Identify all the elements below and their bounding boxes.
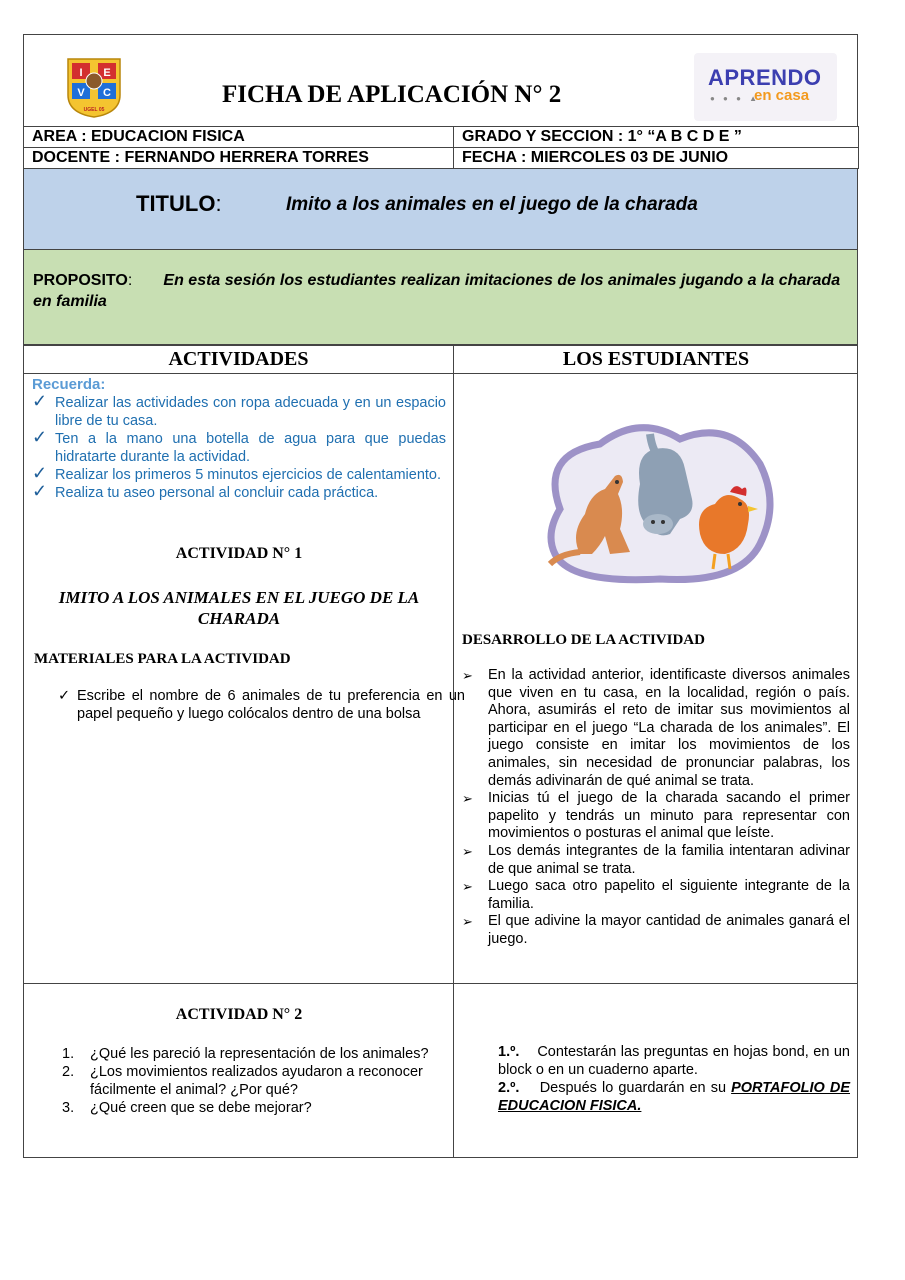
step-item <box>476 1043 850 1079</box>
worksheet <box>23 34 858 1158</box>
step-number: 1.º. <box>498 1044 520 1060</box>
question-number: 2. <box>62 1064 75 1080</box>
purpose-paragraph: PROPOSITO: En esta sesión los estudiantes realizan imitaciones de los animales jugando a la charada en familia <box>33 272 841 310</box>
reminder-title: Recuerda: <box>32 376 106 393</box>
activities-cell <box>24 373 465 983</box>
purpose-text: En esta sesión los estudiantes realizan imitaciones de los animales jugando a la charada en familia <box>33 272 841 310</box>
logo-line-1: APRENDO <box>708 65 822 90</box>
docente-cell: DOCENTE : FERNANDO HERRERA TORRES <box>24 148 454 169</box>
development-text: Luego saca otro papelito el siguiente integrante de la familia. <box>488 878 850 912</box>
crest-letter-i: I <box>79 67 83 79</box>
step-number: 2.º. <box>498 1080 520 1096</box>
reminder-text: Realiza tu aseo personal al concluir cada práctica. <box>55 485 379 501</box>
development-text: Inicias tú el juego de la charada sacando el primer papelito y tendrás un minuto para representar con movimientos o posturas el animal que leíste. <box>488 790 850 842</box>
arrow-bullet-icon: ➢ <box>462 843 473 859</box>
development-title: DESARROLLO DE LA ACTIVIDAD <box>462 632 705 648</box>
activity-2-title: ACTIVIDAD N° 2 <box>175 1006 303 1023</box>
reminder-item <box>32 463 446 484</box>
reminder-text: Realizar los primeros 5 minutos ejercicios de calentamiento. <box>55 467 442 483</box>
development-item <box>462 913 850 948</box>
title-band <box>23 169 858 250</box>
arrow-bullet-icon: ➢ <box>462 914 473 930</box>
crest-letter-c: C <box>103 87 111 99</box>
crest-letter-v: V <box>77 87 85 99</box>
question-text: ¿Qué les pareció la representación de los animales? <box>90 1046 429 1062</box>
arrow-bullet-icon: ➢ <box>462 879 473 895</box>
development-text: Los demás integrantes de la familia intentaran adivinar de que animal se trata. <box>488 842 850 877</box>
development-item <box>462 843 850 878</box>
question-item <box>62 1045 446 1063</box>
step-text: Contestarán las preguntas en hojas bond, en un block o en un cuaderno aparte. <box>498 1044 850 1078</box>
materials-text: Escribe el nombre de 6 animales de tu preferencia en un papel pequeño y luego colócalos dentro de una bolsa <box>77 688 465 722</box>
students-cell <box>454 373 858 983</box>
reminder-item <box>32 427 446 466</box>
development-list <box>462 667 850 949</box>
check-icon: ✓ <box>58 688 71 704</box>
reminder-item <box>32 481 446 502</box>
check-icon: ✓ <box>32 427 48 447</box>
arrow-bullet-icon: ➢ <box>462 668 473 683</box>
materials-title: MATERIALES PARA LA ACTIVIDAD <box>34 651 291 667</box>
area-cell: AREA : EDUCACION FISICA <box>24 127 454 148</box>
reminder-text: Ten a la mano una botella de agua para que puedas hidratarte durante la actividad. <box>55 431 446 465</box>
crest-caption: UGEL 05 <box>83 107 105 113</box>
document-title: FICHA DE APLICACIÓN N° 2 <box>222 81 562 108</box>
title-label: TITULO: <box>136 191 222 216</box>
activities-grid <box>23 345 858 1158</box>
question-number: 3. <box>62 1100 75 1116</box>
arrow-bullet-icon: ➢ <box>462 791 473 807</box>
materials-item <box>58 687 465 723</box>
aprendo-en-casa-logo <box>694 53 837 121</box>
logo-line-2: en casa <box>754 87 810 104</box>
check-icon: ✓ <box>32 463 48 483</box>
worksheet-header <box>23 34 858 126</box>
purpose-label: PROPOSITO <box>33 272 128 289</box>
activity-1-title: ACTIVIDAD N° 1 <box>175 545 303 562</box>
development-text: El que adivine la mayor cantidad de animales ganará el juego. <box>488 913 850 947</box>
grado-cell: GRADO Y SECCION : 1° “A B C D E ” <box>454 127 859 148</box>
info-table <box>23 126 859 169</box>
reminder-text: Realizar las actividades con ropa adecuada y en un espacio libre de tu casa. <box>55 395 446 429</box>
activity-2-instructions-cell <box>454 983 858 1157</box>
column-header-activities: ACTIVIDADES <box>24 345 454 373</box>
purpose-band <box>23 250 858 345</box>
fecha-cell: FECHA : MIERCOLES 03 DE JUNIO <box>454 148 859 169</box>
question-text: ¿Qué creen que se debe mejorar? <box>90 1100 312 1116</box>
activity-2-cell <box>24 983 454 1157</box>
title-label-text: TITULO <box>136 191 216 216</box>
check-icon: ✓ <box>32 391 48 411</box>
question-number: 1. <box>62 1046 75 1062</box>
animals-illustration <box>530 414 777 584</box>
title-text: Imito a los animales en el juego de la charada <box>286 194 698 215</box>
question-item <box>62 1063 446 1099</box>
question-text: ¿Los movimientos realizados ayudaron a reconocer fácilmente el animal? ¿Por qué? <box>90 1064 423 1098</box>
reminder-item <box>32 391 446 430</box>
logo-dots-icon: ● ● ● ▲ <box>710 94 761 103</box>
step-item <box>476 1079 850 1115</box>
steps-list <box>476 1043 850 1115</box>
development-item <box>462 667 850 790</box>
column-header-students: LOS ESTUDIANTES <box>454 345 858 373</box>
question-item <box>62 1099 446 1117</box>
portfolio-emphasis: PORTAFOLIO DE EDUCACION FISICA. <box>498 1080 851 1114</box>
crest-letter-e: E <box>103 67 111 79</box>
activity-1-subtitle: IMITO A LOS ANIMALES EN EL JUEGO DE LA CHARADA <box>58 588 420 628</box>
school-crest-logo <box>64 55 124 119</box>
development-item <box>462 878 850 913</box>
step-text: Después lo guardarán en su <box>539 1080 727 1096</box>
development-item <box>462 790 850 843</box>
questions-list <box>62 1045 446 1117</box>
check-icon: ✓ <box>32 481 48 501</box>
development-text: En la actividad anterior, identificaste diversos animales que viven en tu casa, en la localidad, región o país. Ahora, asumirás el reto de imitar sus movimientos al participar en el juego “La charada de los animales”. El juego consiste en imitar los movimientos de los animales, sin necesidad de pronunciar palabras, los demás adivinarán de qué animal se trata. <box>488 667 850 789</box>
reminder-block <box>32 376 446 502</box>
